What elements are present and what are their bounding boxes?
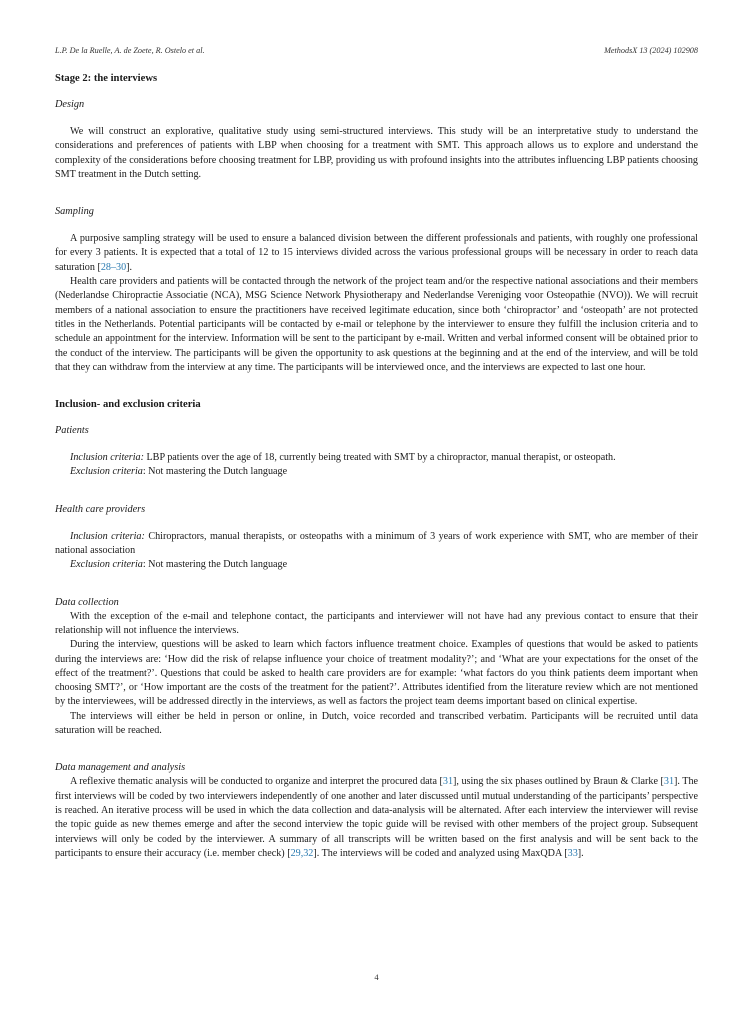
citation-link[interactable]: 33: [567, 847, 578, 859]
sampling-paragraph-1: [55, 232, 698, 275]
patients-exclusion-label: Exclusion criteria: [70, 466, 143, 478]
subsection-title-data-management: Data management and analysis: [55, 762, 186, 774]
dm-text-b: ], using the six phases outlined by Braun & Clarke [: [453, 776, 664, 788]
data-collection-paragraph-3: The interviews will either be held in person or online, in Dutch, voice recorded and transcribed verbatim. Participants will be recruited until data saturation will be reached.: [55, 710, 698, 737]
sampling-paragraph-2: Health care providers and patients will be contacted through the network of the project team and/or the respective national associations and their members (Nederlandse Chiropractie Associatie (NCA), MSG Science Network Physiotherapy and Nederlandse Vereniging voor Osteopathie (NVO)). We will recruit members of a national association to ensure the practitioners have received legitimate education, since both ‘chiropractor’ and ‘osteopath’ are not protected titles in the Netherlands. Potential participants will be contacted by e-mail or telephone by the interviewer to ensure they fulfill the inclusion criteria and to schedule an appointment for the interview. Information will be sent to the participant by e-mail. Written and verbal informed consent will be obtained prior to the conduct of the interview. The participants will be given the opportunity to ask questions at the beginning and at the end of the interview, and will be told that they can withdraw from the interview at any time. The participants will be interviewed once, and the interviews are expected to last one hour.: [55, 276, 698, 373]
patients-exclusion-text: : Not mastering the Dutch language: [142, 466, 288, 478]
citation-link[interactable]: 28–30: [100, 261, 127, 273]
patients-exclusion: [55, 465, 698, 479]
citation-link[interactable]: 31: [442, 776, 454, 788]
dm-text-e: ].: [577, 847, 584, 859]
dm-text-d: ]. The interviews will be coded and analyzed using MaxQDA [: [313, 847, 568, 859]
providers-inclusion-label: Inclusion criteria:: [70, 530, 145, 542]
subsection-title-data-collection: Data collection: [55, 596, 119, 608]
sampling-p1-end: ].: [126, 261, 133, 273]
main-content: [55, 72, 698, 861]
dm-text-c: ]. The first interviews will be coded by two interviewers independently of one another and later discussed until mutual understanding of the participants’ perspective is reached. An iterative process will be used in which the data collection and data-analysis will be alternated. After each interview the interviewer will revise the topic guide as new themes emerge and after the second interview the topic guide will be revised with other members of the project group. Subsequent interviews will only be coded by the interviewer. A summary of all transcripts will be written based on the first analysis and will be sent back to the participants to ensure their accuracy (i.e. member check) [: [55, 776, 699, 859]
providers-exclusion-text: : Not mastering the Dutch language: [142, 559, 288, 571]
subsection-title-sampling: Sampling: [55, 206, 94, 218]
sampling-p1-text: A purposive sampling strategy will be used to ensure a balanced division between the different professionals and patients, with roughly one professional for every 3 patients. It is expected that a total of 12 to 15 interviews divided across the various professional groups will be necessary in order to reach data saturation [: [55, 233, 698, 273]
subsection-title-patients: Patients: [55, 425, 89, 437]
providers-inclusion-text: Chiropractors, manual therapists, or osteopaths with a minimum of 3 years of work experience with SMT, who are member of their national association: [55, 530, 698, 557]
patients-inclusion: [55, 451, 698, 465]
section-title-stage2: Stage 2: the interviews: [55, 73, 158, 84]
citation-link[interactable]: 31: [663, 776, 674, 788]
providers-exclusion: [55, 558, 698, 572]
document-page: [55, 0, 698, 1024]
subsection-title-design: Design: [55, 99, 85, 110]
data-collection-paragraph-1: With the exception of the e-mail and telephone contact, the participants and interviewer will not have had any previous contact to ensure that their relationship will not influence the interviews.: [55, 610, 698, 636]
running-header: [55, 46, 698, 55]
citation-link[interactable]: 29,32: [290, 847, 314, 859]
patients-inclusion-label: Inclusion criteria:: [70, 452, 144, 464]
providers-inclusion: [55, 530, 698, 559]
header-journal: MethodsX 13 (2024) 102908: [604, 46, 698, 55]
patients-inclusion-text: LBP patients over the age of 18, currently being treated with SMT by a chiropractor, manual therapist, or osteopath.: [143, 452, 616, 464]
section-title-criteria: Inclusion- and exclusion criteria: [55, 399, 201, 411]
subsection-title-providers: Health care providers: [55, 503, 146, 515]
design-paragraph: We will construct an explorative, qualitative study using semi-structured interviews. This study will be an interpretative study to understand the considerations and preferences of patients with LBP when choosing for a treatment with SMT. This approach allows us to explore and understand the complexity of the considerations before choosing treatment for LBP, providing us with profound insights into the attributes influencing LBP patients choosing SMT treatment in the Dutch setting.: [55, 126, 698, 180]
providers-exclusion-label: Exclusion criteria: [70, 559, 143, 571]
data-collection-paragraph-2: During the interview, questions will be asked to learn which factors influence treatment choice. Examples of questions that would be asked to patients during the interviews are: ‘How did the risk of relapse influence your choice of treatment modality?’; and ‘What are your expectations for the onset of the effect of the treatment?’. Questions that could be asked to health care providers are for example: ‘what factors do you think patients deem important when choosing SMT?’, or ‘How important are the costs of the treatment for the patient?’. Attributes identified from the literature review which are not mentioned by the interviewees, will be addressed directly in the interviews, as well as factors the project team deems important based on clinical expertise.: [55, 639, 698, 708]
page-number: 4: [374, 972, 379, 982]
data-management-paragraph: [55, 775, 698, 861]
header-authors: L.P. De la Ruelle, A. de Zoete, R. Ostelo et al.: [55, 46, 205, 55]
dm-text-a: A reflexive thematic analysis will be conducted to organize and interpret the procured data [: [70, 776, 443, 788]
